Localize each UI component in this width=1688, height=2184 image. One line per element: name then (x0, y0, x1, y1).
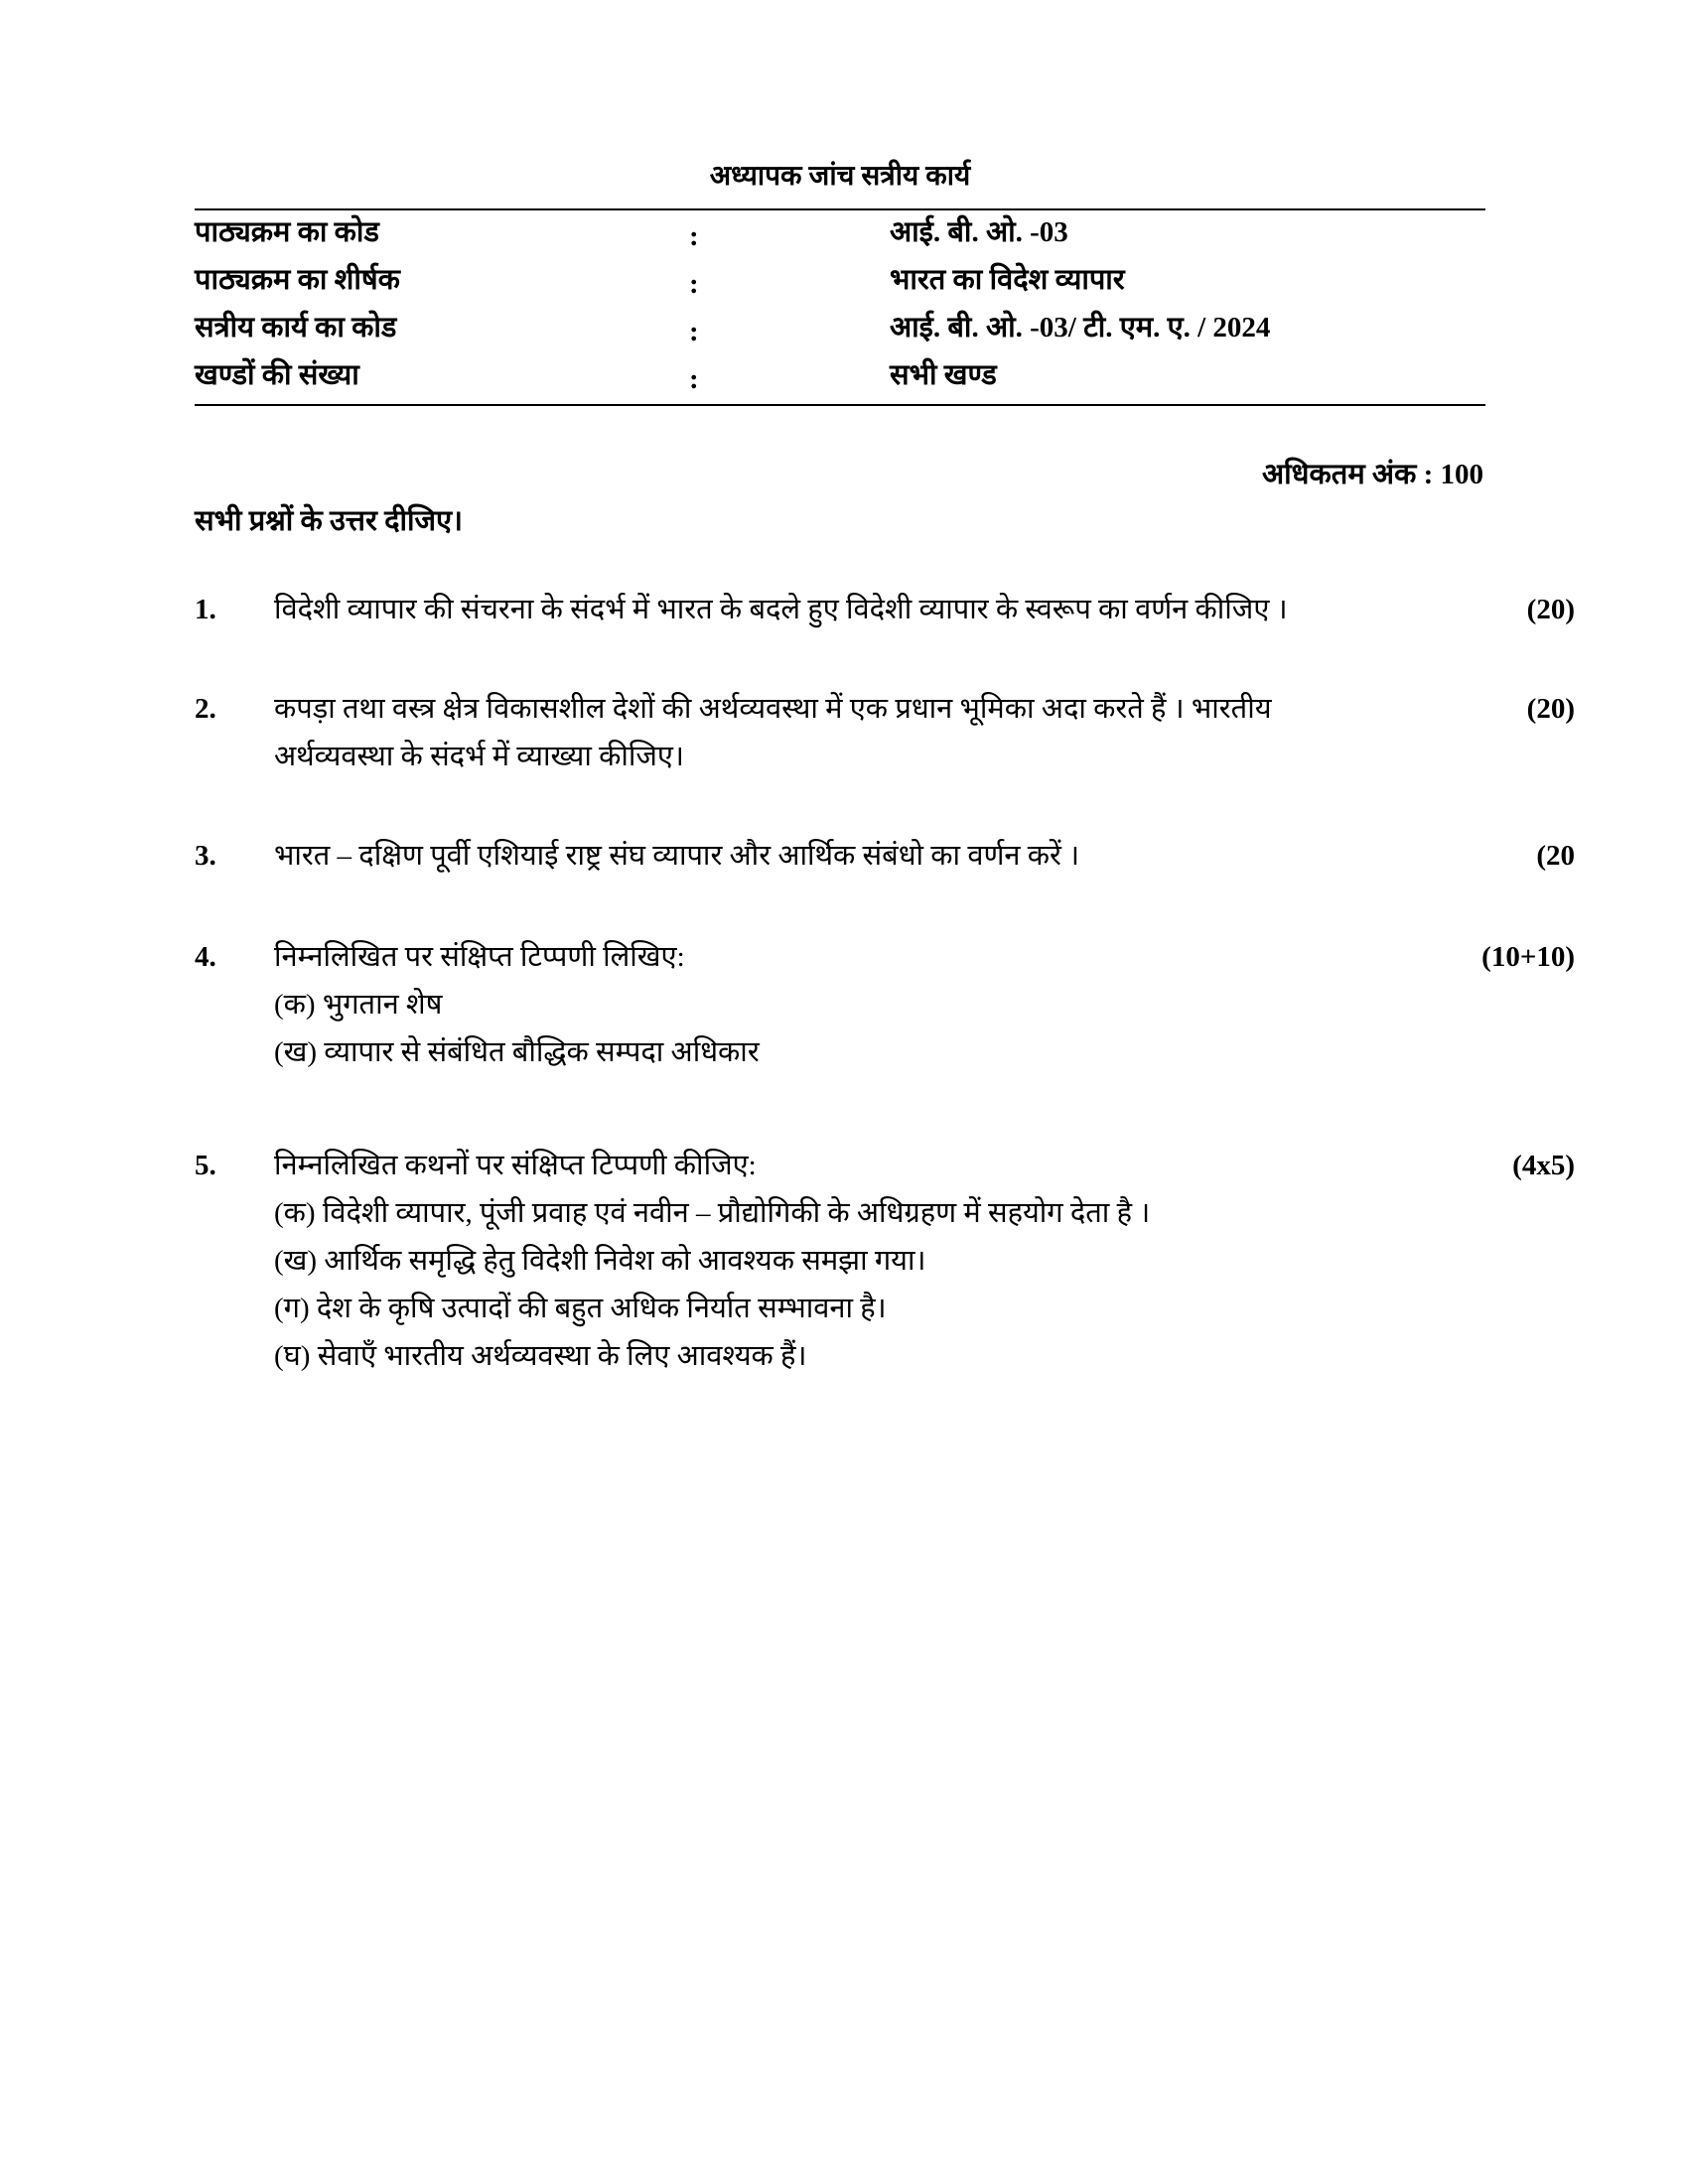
blocks-count-row (195, 354, 1485, 402)
page-title: अध्यापक जांच सत्रीय कार्य (709, 161, 971, 192)
question-line: निम्नलिखित कथनों पर संक्षिप्त टिप्पणी कीजिए: (274, 1150, 757, 1181)
separator: : (689, 268, 699, 300)
header-bottom-rule (195, 404, 1485, 406)
course-title-row (195, 259, 1485, 307)
question-number: 5. (195, 1150, 216, 1181)
question-number: 2. (195, 693, 216, 725)
course-info-table (195, 211, 1485, 402)
question-text (274, 685, 1416, 780)
assignment-code-row (195, 307, 1485, 354)
question-marks: (4x5) (1512, 1150, 1575, 1181)
question-line: भारत – दक्षिण पूर्वी एशियाई राष्ट्र संघ व्यापार और आर्थिक संबंधो का वर्णन करें । (274, 840, 1080, 872)
course-code-value: आई. बी. ओ. -03 (890, 216, 1068, 248)
course-title-value: भारत का विदेश व्यापार (890, 264, 1125, 296)
separator: : (689, 316, 699, 347)
question-number: 3. (195, 840, 216, 872)
question-marks: (10+10) (1481, 941, 1575, 973)
instruction-text: सभी प्रश्नों के उत्तर दीजिए। (195, 505, 464, 537)
sub-question-ka: (क) विदेशी व्यापार, पूंजी प्रवाह एवं नवीन – प्रौद्योगिकी के अधिग्रहण में सहयोग देता है । (274, 1197, 1151, 1229)
blocks-count-label: खण्डों की संख्या (195, 359, 359, 391)
question-text (274, 1142, 1416, 1380)
question-marks: (20) (1526, 693, 1575, 725)
question-marks: (20 (1536, 840, 1575, 872)
question-number: 1. (195, 594, 216, 625)
question-marks: (20) (1526, 594, 1575, 625)
question-line: अर्थव्यवस्था के संदर्भ में व्याख्या कीजिए। (274, 741, 684, 772)
sub-question-ga: (ग) देश के कृषि उत्पादों की बहुत अधिक निर्यात सम्भावना है। (274, 1293, 887, 1324)
question-text (274, 586, 1416, 633)
separator: : (689, 363, 699, 395)
sub-question-gha: (घ) सेवाएँ भारतीय अर्थव्यवस्था के लिए आवश्यक हैं। (274, 1340, 807, 1372)
question-line: कपड़ा तथा वस्त्र क्षेत्र विकासशील देशों की अर्थव्यवस्था में एक प्रधान भूमिका अदा करते हैं । भारतीय (274, 693, 1272, 725)
course-code-row (195, 211, 1485, 259)
question-text (274, 933, 1416, 1076)
blocks-count-value: सभी खण्ड (890, 359, 997, 391)
course-title-label: पाठ्यक्रम का शीर्षक (195, 264, 400, 296)
question-text (274, 832, 1416, 880)
maximum-marks: अधिकतम अंक : 100 (1262, 459, 1483, 490)
course-code-label: पाठ्यक्रम का कोड (195, 216, 379, 248)
sub-question-ka: (क) भुगतान शेष (274, 989, 443, 1021)
sub-question-kha: (ख) व्यापार से संबंधित बौद्धिक सम्पदा अधिकार (274, 1036, 760, 1068)
sub-question-kha: (ख) आर्थिक समृद्धि हेतु विदेशी निवेश को आवश्यक समझा गया। (274, 1245, 926, 1277)
assignment-code-label: सत्रीय कार्य का कोड (195, 312, 397, 343)
question-number: 4. (195, 941, 216, 973)
question-line: निम्नलिखित पर संक्षिप्त टिप्पणी लिखिए: (274, 941, 685, 973)
question-line: विदेशी व्यापार की संचरना के संदर्भ में भारत के बदले हुए विदेशी व्यापार के स्वरूप का वर्णन कीजिए । (274, 594, 1288, 625)
separator: : (689, 220, 699, 252)
assignment-code-value: आई. बी. ओ. -03/ टी. एम. ए. / 2024 (890, 312, 1271, 343)
header-top-rule (195, 208, 1485, 210)
